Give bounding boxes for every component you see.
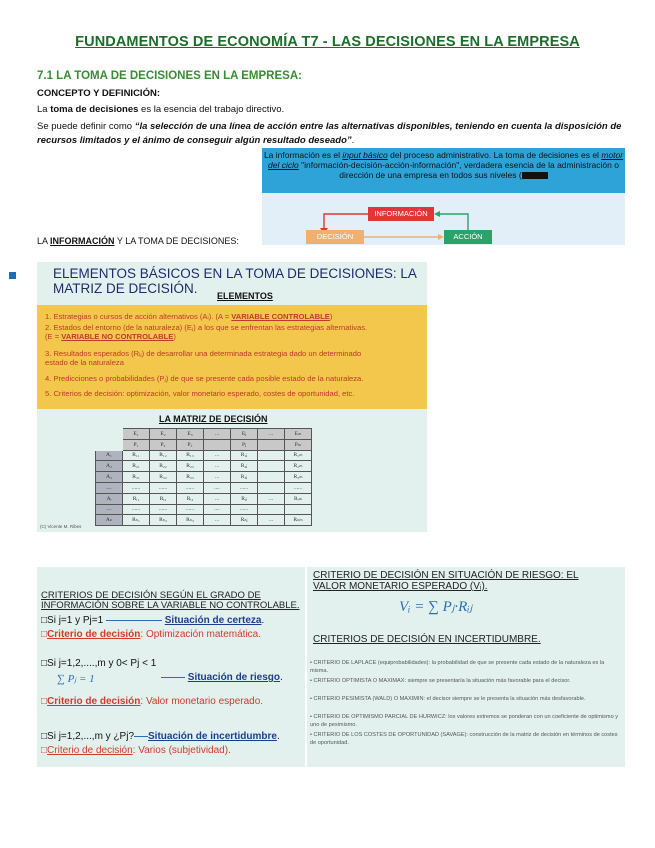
cond-text: □Si j=1 y Pj=1 <box>41 615 104 626</box>
connector-line <box>161 677 185 679</box>
table-row <box>96 461 312 472</box>
table-cell: P₃ <box>177 439 204 450</box>
definition-post: . <box>351 135 355 146</box>
connector-line <box>134 736 148 738</box>
certainty-criterion: □Criterio de decisión: Optimización matemática. <box>41 629 262 640</box>
table-cell: E₃ <box>177 429 204 440</box>
table-row <box>96 429 312 440</box>
risk-situation: Situación de riesgo. <box>161 672 283 683</box>
element-item <box>45 349 361 358</box>
item-end: ) <box>173 332 176 341</box>
intro-pre: La <box>37 104 51 115</box>
table-cell: R₂₃ <box>177 461 204 472</box>
criterion-value: : Optimización matemática. <box>140 629 262 640</box>
table-cell: ...... <box>150 482 177 493</box>
risk-condition: □Si j=1,2,....,m y 0< Pj < 1 <box>41 658 157 669</box>
table-cell: ... <box>204 515 231 526</box>
table-cell: ... <box>258 493 285 504</box>
certainty-condition: □Si j=1 y Pj=1 Situación de certeza. <box>41 615 265 626</box>
uncertainty-title: CRITERIOS DE DECISIÓN EN INCERTIDUMBRE. <box>313 634 541 645</box>
element-item <box>45 358 124 367</box>
table-cell <box>96 429 123 440</box>
element-item <box>45 374 363 383</box>
table-cell: Rₙ₁ <box>123 515 150 526</box>
matrix-slide-title: ELEMENTOS BÁSICOS EN LA TOMA DE DECISIONES: LA MATRIZ DE DECISIÓN. <box>53 266 417 296</box>
criteria-heading <box>41 591 300 611</box>
element-item <box>45 312 332 321</box>
table-cell: ...... <box>231 504 258 515</box>
information-subheading <box>37 236 239 246</box>
section-heading: 7.1 LA TOMA DE DECISIONES EN LA EMPRESA: <box>37 70 302 82</box>
concept-heading: CONCEPTO Y DEFINICIÓN: <box>37 88 160 99</box>
table-cell: ...... <box>150 504 177 515</box>
table-row <box>96 482 312 493</box>
table-cell: ... <box>204 472 231 483</box>
table-cell: ...... <box>177 482 204 493</box>
table-cell: P₂ <box>150 439 177 450</box>
table-cell: ... <box>204 429 231 440</box>
criterion-value: : Valor monetario esperado. <box>140 696 264 707</box>
criterion-maximin: • CRITERIO PESIMISTA (WALD) O MAXIMIN: el decisor siempre se le presenta la situación más desfavorable. <box>310 696 586 702</box>
box-informacion: INFORMACIÓN <box>368 207 434 221</box>
item-text: 3. Resultados esperados (Rᵢⱼ) de desarrollar una determinada estrategia dado un determinado <box>45 349 362 358</box>
cond-text: □Si j=1,2,...,m y ¿Pj? <box>41 731 135 742</box>
table-cell: ...... <box>123 504 150 515</box>
info-line-pre: LA <box>37 236 51 246</box>
table-cell: Pₘ <box>285 439 312 450</box>
table-cell: Rₙ₂ <box>150 515 177 526</box>
risk-title-line1: CRITERIO DE DECISIÓN EN SITUACIÓN DE RIESGO: EL <box>313 570 579 581</box>
table-cell: Rₙ₃ <box>177 515 204 526</box>
arrow-info-to-decision <box>324 214 368 230</box>
decision-matrix-slide <box>37 262 427 532</box>
table-row <box>96 472 312 483</box>
table-cell: R₂ⱼ <box>231 461 258 472</box>
definition-pre: Se puede definir como <box>37 121 135 132</box>
info-line-underlined: INFORMACIÓN <box>50 236 115 246</box>
table-cell: P₁ <box>123 439 150 450</box>
table-cell <box>285 504 312 515</box>
table-cell: ... <box>204 493 231 504</box>
table-row <box>96 450 312 461</box>
table-cell: .... <box>204 482 231 493</box>
table-cell: R₃₂ <box>150 472 177 483</box>
bullet-square <box>9 272 16 279</box>
criteria-by-information-panel <box>37 567 305 767</box>
table-cell: ... <box>204 450 231 461</box>
criteria-heading-line1: CRITERIOS DE DECISIÓN SEGÚN EL GRADO DE <box>41 590 261 601</box>
table-cell: R₂₁ <box>123 461 150 472</box>
table-cell: R₃ⱼ <box>231 472 258 483</box>
table-cell: Rᵢ₁ <box>123 493 150 504</box>
table-cell: ...... <box>285 482 312 493</box>
intro-post: es la esencia del trabajo directivo. <box>138 104 285 115</box>
uncertainty-criterion: □Criterio de decisión: Varios (subjetividad). <box>41 745 231 756</box>
risk-criterion: □Criterio de decisión: Valor monetario esperado. <box>41 696 264 707</box>
table-cell: .... <box>204 504 231 515</box>
table-cell: E₁ <box>123 429 150 440</box>
expected-value-formula: Vᵢ = ∑ Pⱼ·Rᵢⱼ <box>399 599 473 615</box>
table-cell: R₁ⱼ <box>231 450 258 461</box>
information-cycle-figure <box>262 148 625 245</box>
element-item <box>45 389 354 398</box>
criteria-heading-line2: INFORMACIÓN SOBRE LA VARIABLE NO CONTROLABLE. <box>41 600 300 611</box>
box-accion: ACCIÓN <box>444 230 492 244</box>
criterion-label: Criterio de decisión <box>47 745 133 756</box>
table-cell: A₂ <box>96 461 123 472</box>
table-cell: Aᵢ <box>96 493 123 504</box>
table-cell <box>258 482 285 493</box>
table-cell: Pⱼ <box>231 439 258 450</box>
table-cell <box>258 461 285 472</box>
item-text: estado de la naturaleza <box>45 358 124 367</box>
table-cell: ...... <box>231 482 258 493</box>
risk-criterion-title <box>313 570 579 592</box>
table-cell: R₂ₘ <box>285 461 312 472</box>
arrowhead-info <box>434 211 440 217</box>
item-text: 2. Estados del entorno (de la naturaleza) (Eⱼ) a los que se enfrentan las estrategias alternativas. <box>45 323 368 332</box>
table-cell: Eₘ <box>285 429 312 440</box>
info-link-input: input básico <box>342 150 388 160</box>
table-cell <box>258 472 285 483</box>
item-bold: VARIABLE CONTROLABLE <box>231 312 330 321</box>
table-cell <box>96 439 123 450</box>
element-item <box>45 332 176 341</box>
info-text-c: "información-decisión-acción-información", verdadera esencia de la administración o dirección de una empresa en todos sus niveles ( <box>298 160 619 180</box>
intro-line <box>37 104 284 115</box>
table-cell: .... <box>96 482 123 493</box>
situation-certainty: Situación de certeza <box>164 615 262 626</box>
probability-sum: ∑ Pⱼ = 1 <box>57 673 95 685</box>
criterion-laplace: • CRITERIO DE LAPLACE (equiprobabilidades): la probabilidad de que se presente cada estado de la naturaleza es la misma. <box>310 660 605 674</box>
item-end: ) <box>329 312 333 321</box>
table-cell: R₃ₘ <box>285 472 312 483</box>
table-cell: R₃₁ <box>123 472 150 483</box>
table-cell: Rᵢⱼ <box>231 493 258 504</box>
criterion-maximax: • CRITERIO OPTIMISTA O MAXIMAX: siempre se presentaría la situación más favorable para el decisor. <box>310 678 571 684</box>
risk-title-line2: VALOR MONETARIO ESPERADO (Vᵢ). <box>313 581 488 592</box>
table-cell: R₂₂ <box>150 461 177 472</box>
table-cell: .... <box>96 504 123 515</box>
table-cell: R₁₃ <box>177 450 204 461</box>
criterion-label: Criterio de decisión <box>47 629 141 640</box>
table-cell: ...... <box>123 482 150 493</box>
item-text: 4. Predicciones o probabilidades (Pⱼ) de que se presente cada posible estado de la naturaleza. <box>45 374 364 383</box>
criterion-hurwicz: • CRITERIO DE OPTIMISMO PARCIAL DE HURWICZ: los valores extremos se ponderan con un coeficiente de optimismo y uno de pesimismo. <box>310 714 619 728</box>
intro-bold: toma de decisiones <box>50 104 139 115</box>
info-line-post: Y LA TOMA DE DECISIONES: <box>114 236 239 246</box>
table-cell: ... <box>258 429 285 440</box>
definition-paragraph <box>37 120 622 148</box>
decision-matrix-table <box>95 428 312 526</box>
table-row <box>96 504 312 515</box>
table-cell: Rᵢ₃ <box>177 493 204 504</box>
info-link-motor: motor del ciclo <box>268 150 624 170</box>
table-cell: Eⱼ <box>231 429 258 440</box>
table-row <box>96 439 312 450</box>
table-cell: R₁₁ <box>123 450 150 461</box>
table-cell: A₁ <box>96 450 123 461</box>
table-cell: Rₙⱼ <box>231 515 258 526</box>
table-cell <box>258 504 285 515</box>
table-cell <box>258 439 285 450</box>
slide-footer: (C) Vicente M. Ribes <box>40 524 82 529</box>
table-cell: ... <box>204 461 231 472</box>
definition-quote: “la selección de una línea de acción entre las alternativas disponibles, teniendo en cuenta la disposición de recursos limitados y el ánimo de conseguir algún resultado deseado” <box>37 121 622 146</box>
element-item <box>45 323 367 332</box>
page-title: FUNDAMENTOS DE ECONOMÍA T7 - LAS DECISIONES EN LA EMPRESA <box>75 34 580 50</box>
criterion-savage: • CRITERIO DE LOS COSTES DE OPORTUNIDAD (SAVAGE): construcción de la matriz de decisión en términos de costes de oportunidad. <box>310 732 618 746</box>
matrix-title: LA MATRIZ DE DECISIÓN <box>159 414 268 424</box>
connector-line <box>106 620 162 622</box>
risk-uncertainty-panel <box>307 567 625 767</box>
situation-risk: Situación de riesgo <box>187 672 281 683</box>
table-row <box>96 515 312 526</box>
box-decision: DECISIÓN <box>306 230 364 244</box>
table-cell: Aₙ <box>96 515 123 526</box>
item-text: 5. Criterios de decisión: optimización, valor monetario esperado, costes de oportunidad, etc. <box>45 389 355 398</box>
elements-box <box>37 305 427 409</box>
table-cell: ...... <box>177 504 204 515</box>
table-cell: A₃ <box>96 472 123 483</box>
table-cell: E₂ <box>150 429 177 440</box>
info-text-a: La información es el <box>263 150 343 160</box>
table-cell: R₃₃ <box>177 472 204 483</box>
situation-uncertainty: Situación de incertidumbre <box>148 731 277 742</box>
table-cell <box>258 450 285 461</box>
item-bold: VARIABLE NO CONTROLABLE <box>61 332 174 341</box>
elements-label: ELEMENTOS <box>217 291 273 301</box>
criterion-value: : Varios (subjetividad). <box>132 745 231 756</box>
arrow-action-to-info <box>438 214 468 230</box>
info-text-b: del proceso administrativo. La toma de decisiones es el <box>387 150 602 160</box>
table-row <box>96 493 312 504</box>
table-cell <box>204 439 231 450</box>
criterion-label: Criterio de decisión <box>47 696 141 707</box>
uncertainty-condition: □Si j=1,2,...,m y ¿Pj? Situación de incertidumbre. <box>41 731 280 742</box>
table-cell: Rᵢₘ <box>285 493 312 504</box>
table-cell: R₁ₘ <box>285 450 312 461</box>
table-cell: Rᵢ₂ <box>150 493 177 504</box>
table-cell: Rₙₘ <box>285 515 312 526</box>
table-cell: ... <box>258 515 285 526</box>
item-text: (E = <box>45 332 62 341</box>
table-cell: R₁₂ <box>150 450 177 461</box>
item-text: 1. Estrategias o cursos de acción alternativos (Aᵢ). (A = <box>45 312 232 321</box>
